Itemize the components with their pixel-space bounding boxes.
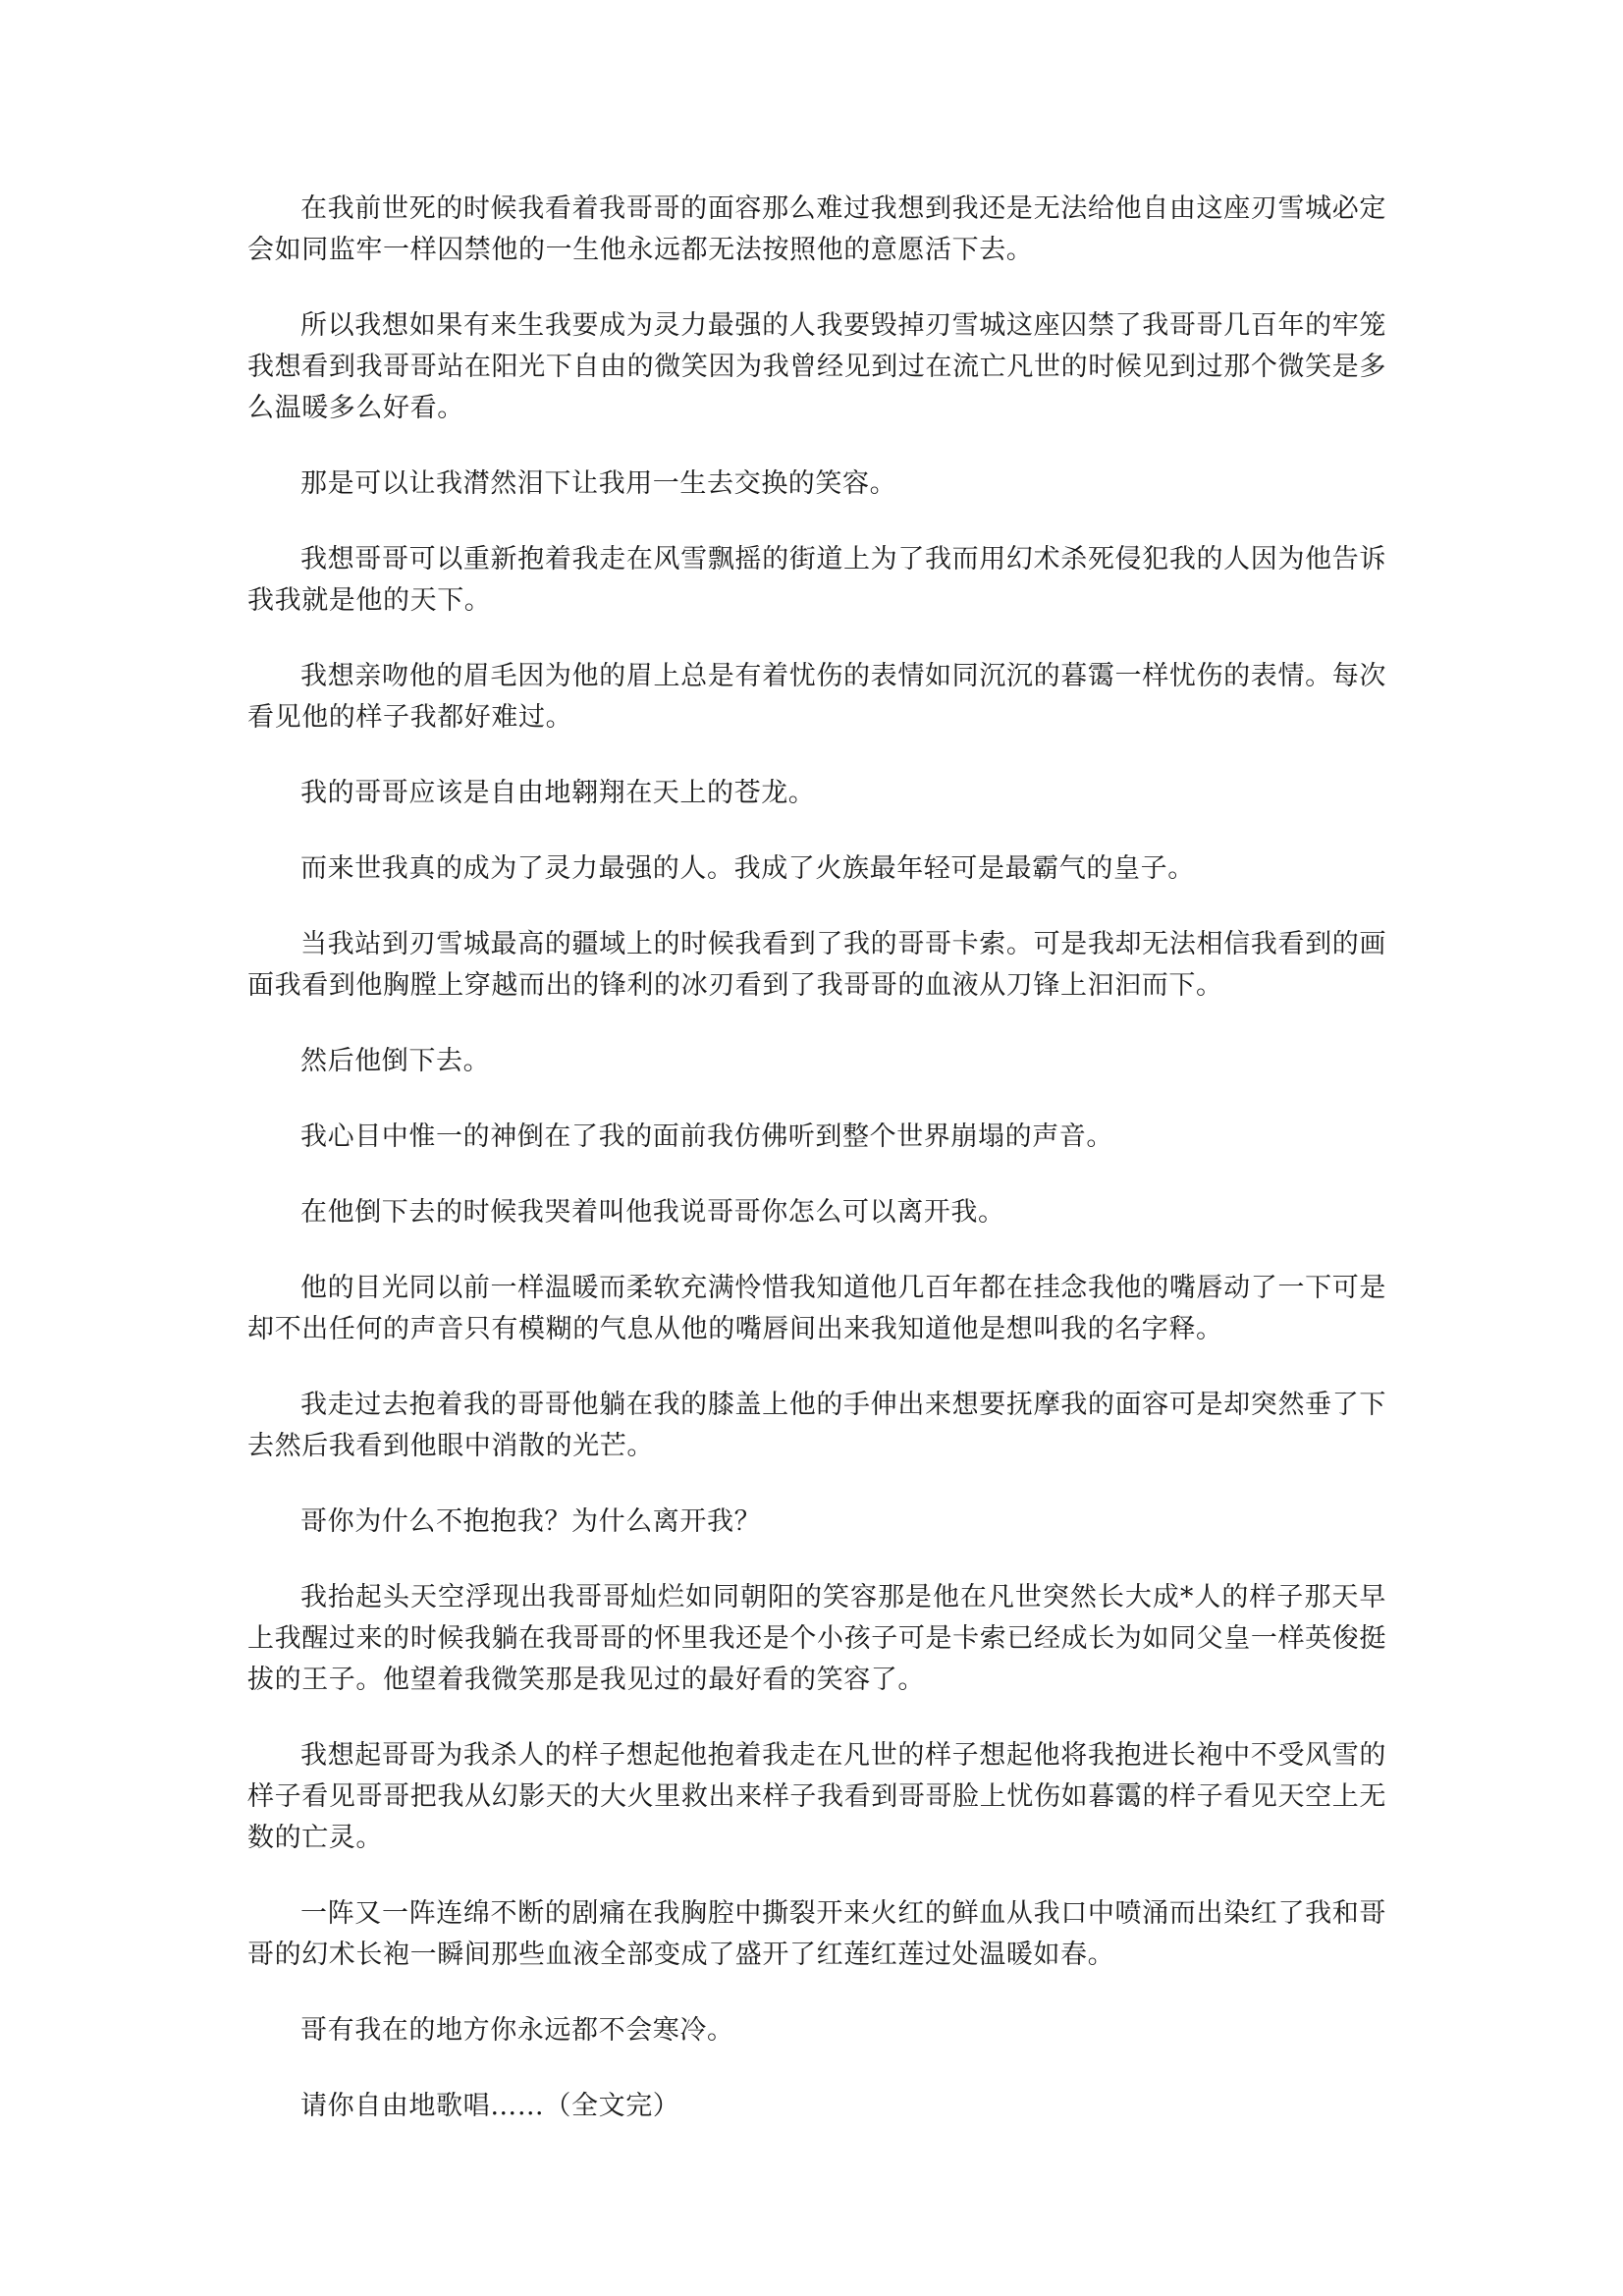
paragraph-17: 一阵又一阵连绵不断的剧痛在我胸腔中撕裂开来火红的鲜血从我口中喷涌而出染红了我和哥哥的幻术长袍一瞬间那些血液全部变成了盛开了红莲红莲过处温暖如春。 [247, 1898, 1386, 1970]
document-body [247, 189, 1386, 2161]
paragraph-12: 他的目光同以前一样温暖而柔软充满怜惜我知道他几百年都在挂念我他的嘴唇动了一下可是却不出任何的声音只有模糊的气息从他的嘴唇间出来我知道他是想叫我的名字释。 [247, 1273, 1386, 1344]
paragraph-18: 哥有我在的地方你永远都不会寒冷。 [300, 2015, 734, 2046]
paragraph-14: 哥你为什么不抱抱我？为什么离开我？ [300, 1506, 762, 1537]
paragraph-13: 我走过去抱着我的哥哥他躺在我的膝盖上他的手伸出来想要抚摩我的面容可是却突然垂了下去然后我看到他眼中消散的光芒。 [247, 1390, 1386, 1461]
paragraph-8: 当我站到刃雪城最高的疆域上的时候我看到了我的哥哥卡索。可是我却无法相信我看到的画面我看到他胸膛上穿越而出的锋利的冰刃看到了我哥哥的血液从刀锋上汩汩而下。 [247, 929, 1386, 1001]
paragraph-7: 而来世我真的成为了灵力最强的人。我成了火族最年轻可是最霸气的皇子。 [300, 853, 1195, 884]
paragraph-9: 然后他倒下去。 [300, 1046, 491, 1076]
paragraph-5: 我想亲吻他的眉毛因为他的眉上总是有着忧伤的表情如同沉沉的暮霭一样忧伤的表情。每次看见他的样子我都好难过。 [247, 661, 1386, 733]
paragraph-3: 那是可以让我潸然泪下让我用一生去交换的笑容。 [300, 468, 897, 499]
paragraph-6: 我的哥哥应该是自由地翱翔在天上的苍龙。 [300, 778, 816, 808]
paragraph-16: 我想起哥哥为我杀人的样子想起他抱着我走在凡世的样子想起他将我抱进长袍中不受风雪的样子看见哥哥把我从幻影天的大火里救出来样子我看到哥哥脸上忧伤如暮霭的样子看见天空上无数的亡灵。 [247, 1740, 1386, 1853]
paragraph-10: 我心目中惟一的神倒在了我的面前我仿佛听到整个世界崩塌的声音。 [300, 1121, 1113, 1152]
paragraph-19: 请你自由地歌唱……（全文完） [300, 2091, 680, 2121]
paragraph-11: 在他倒下去的时候我哭着叫他我说哥哥你怎么可以离开我。 [300, 1197, 1005, 1228]
paragraph-15: 我抬起头天空浮现出我哥哥灿烂如同朝阳的笑容那是他在凡世突然长大成*人的样子那天早上我醒过来的时候我躺在我哥哥的怀里我还是个小孩子可是卡索已经成长为如同父皇一样英俊挺拔的王子。他望着我微笑那是我见过的最好看的笑容了。 [247, 1582, 1386, 1695]
paragraph-2: 所以我想如果有来生我要成为灵力最强的人我要毁掉刃雪城这座囚禁了我哥哥几百年的牢笼我想看到我哥哥站在阳光下自由的微笑因为我曾经见到过在流亡凡世的时候见到过那个微笑是多么温暖多么好看。 [247, 310, 1386, 423]
paragraph-1: 在我前世死的时候我看着我哥哥的面容那么难过我想到我还是无法给他自由这座刃雪城必定会如同监牢一样囚禁他的一生他永远都无法按照他的意愿活下去。 [247, 193, 1386, 265]
paragraph-4: 我想哥哥可以重新抱着我走在风雪飘摇的街道上为了我而用幻术杀死侵犯我的人因为他告诉我我就是他的天下。 [247, 544, 1386, 616]
